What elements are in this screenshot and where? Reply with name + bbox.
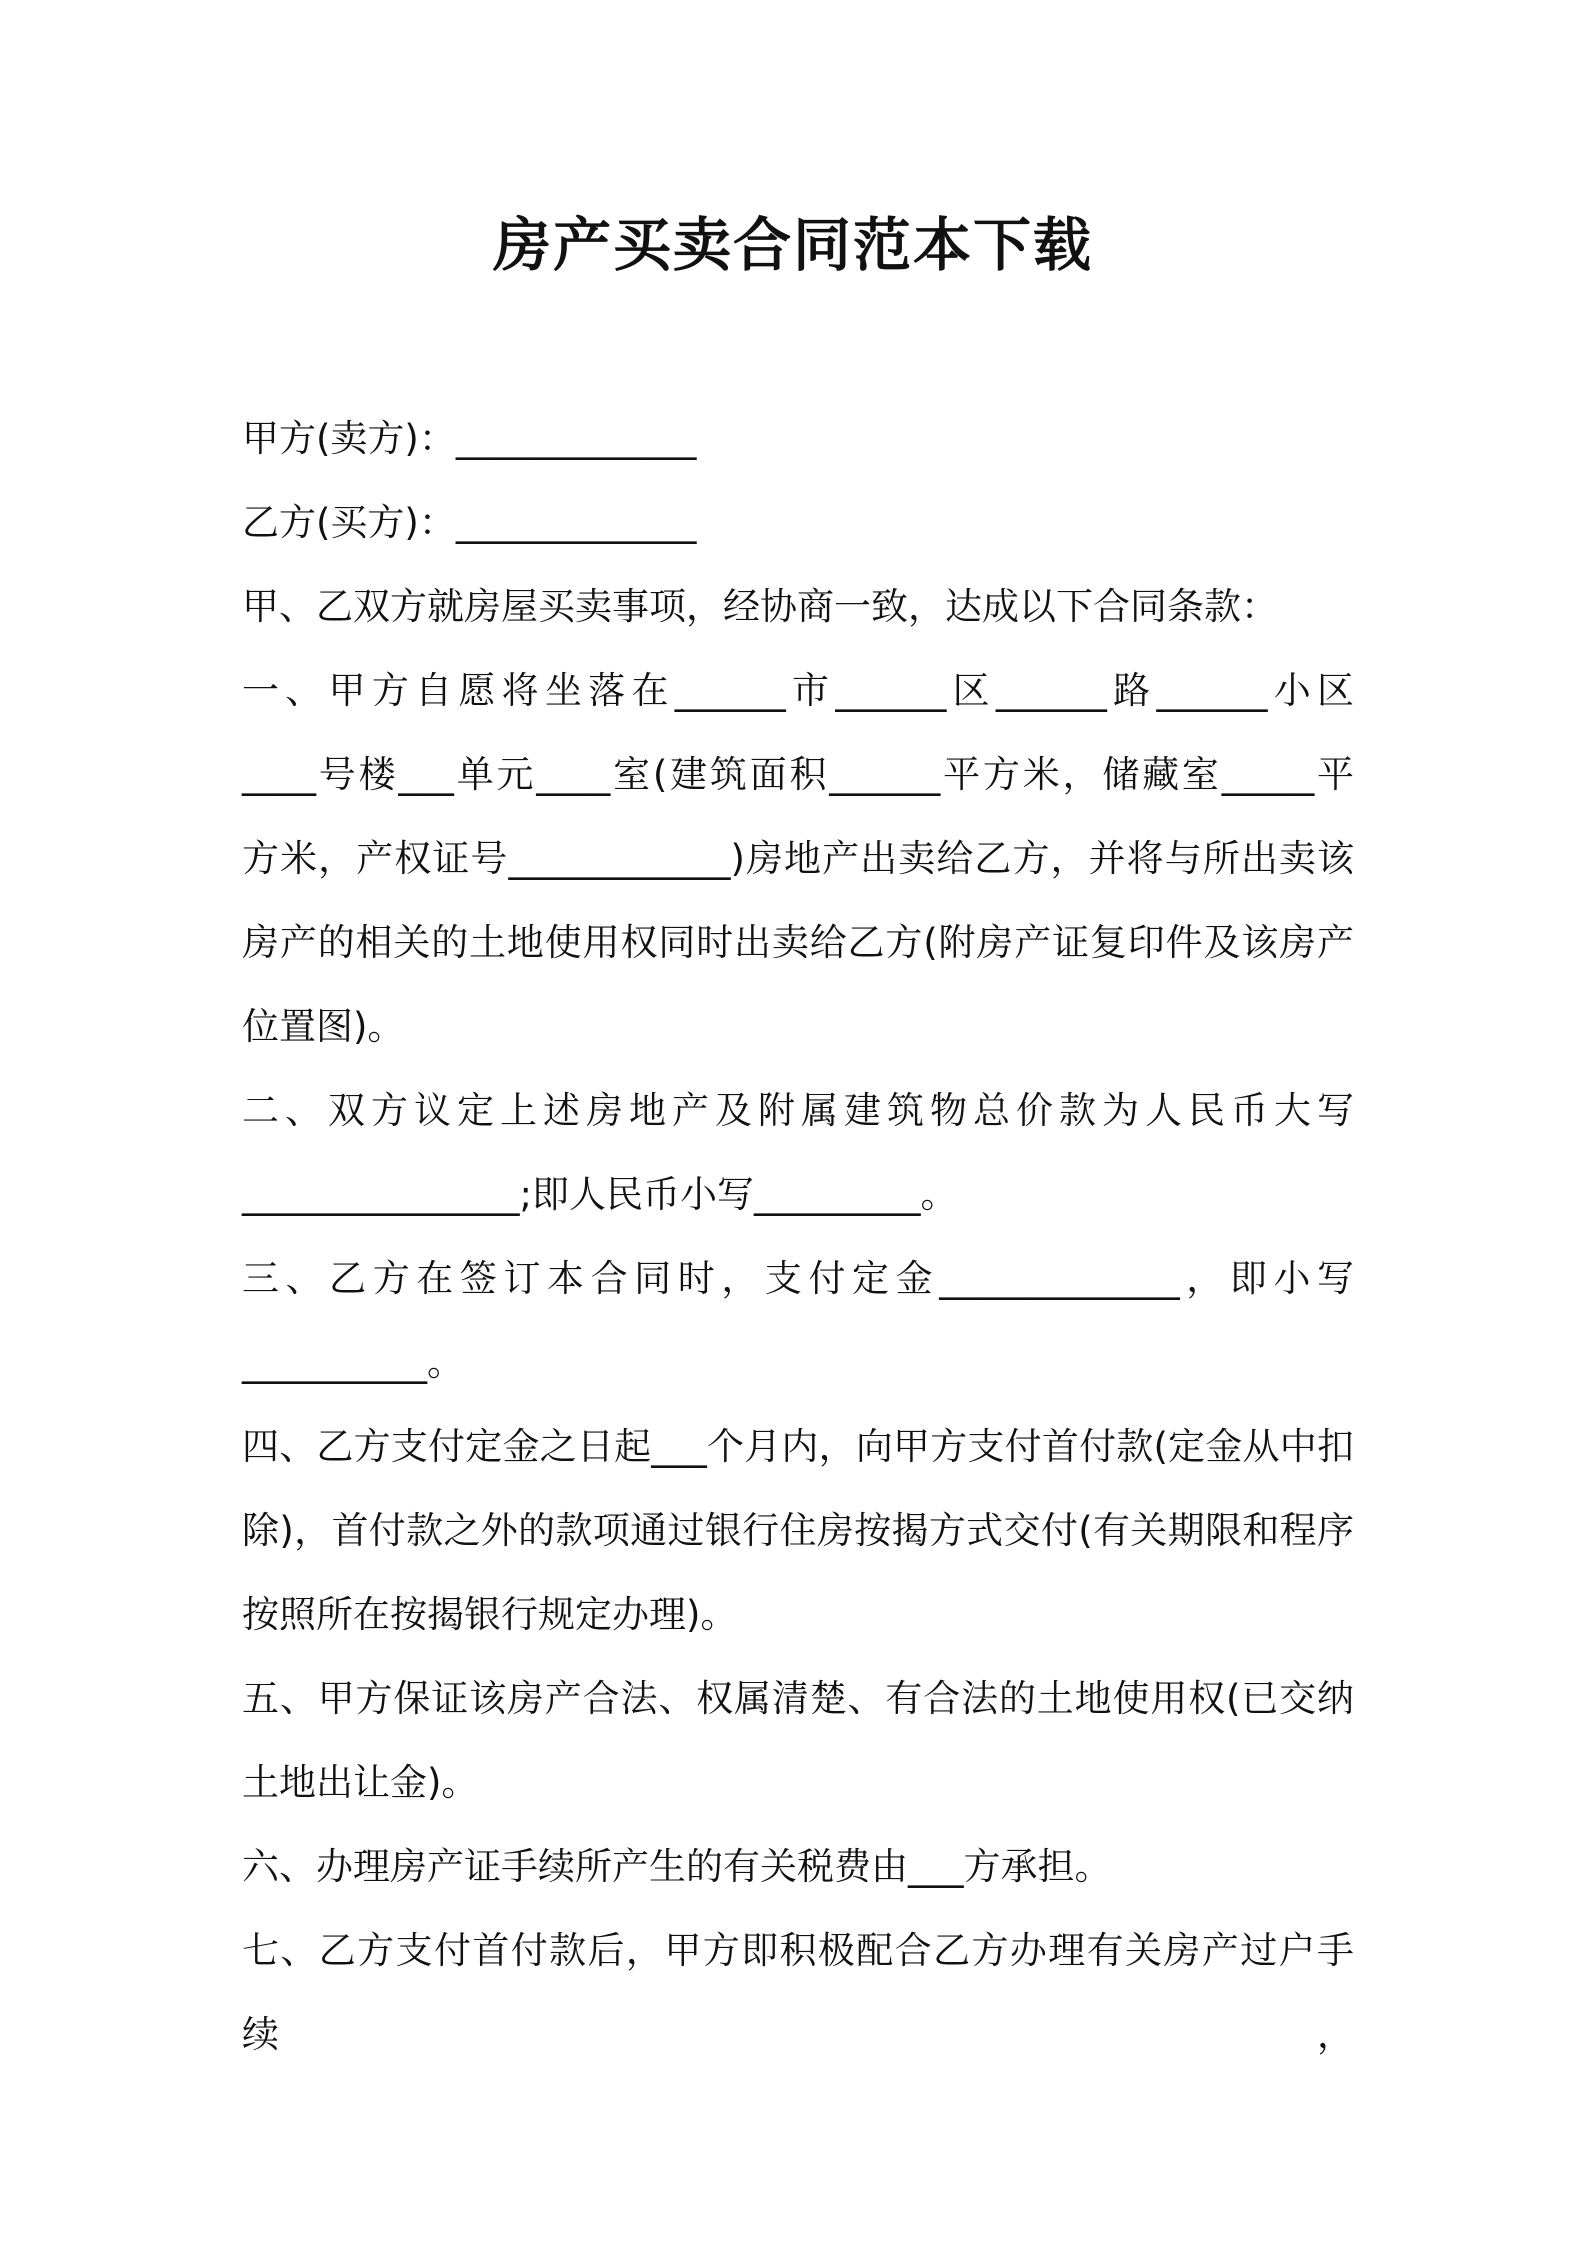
clause-4-line-2: 除)，首付款之外的款项通过银行住房按揭方式交付(有关期限和程序 (242, 1509, 1354, 1552)
clause-3-line-2: __________。 (242, 1341, 464, 1384)
clause-4-line-3: 按照所在按揭银行规定办理)。 (242, 1593, 738, 1636)
contract-body (242, 397, 1354, 2056)
party-b-line: 乙方(买方)：_____________ (242, 501, 697, 544)
clause-1-line-2: ____号楼___单元____室(建筑面积______平方米，储藏室_____平 (242, 753, 1354, 796)
clause-6-line-1: 六、办理房产证手续所产生的有关税费由___方承担。 (242, 1845, 1112, 1888)
clause-7-line-1: 七、乙方支付首付款后，甲方即积极配合乙方办理有关房产过户手续， (242, 1929, 1354, 2056)
clause-4-line-1: 四、乙方支付定金之日起___个月内，向甲方支付首付款(定金从中扣 (242, 1425, 1354, 1468)
clause-1-line-1: 一、甲方自愿将坐落在______市______区______路______小区 (242, 669, 1354, 712)
document-title: 房产买卖合同范本下载 (492, 211, 1093, 279)
party-a-line: 甲方(卖方)：_____________ (242, 417, 697, 460)
preamble-line: 甲、乙双方就房屋买卖事项，经协商一致，达成以下合同条款： (242, 585, 1278, 628)
clause-5-line-1: 五、甲方保证该房产合法、权属清楚、有合法的土地使用权(已交纳 (242, 1677, 1354, 1720)
clause-1-line-5: 位置图)。 (242, 1005, 405, 1048)
clause-5-line-2: 土地出让金)。 (242, 1761, 479, 1804)
clause-1-line-4: 房产的相关的土地使用权同时出卖给乙方(附房产证复印件及该房产 (242, 921, 1354, 964)
clause-2-line-1: 二、双方议定上述房地产及附属建筑物总价款为人民币大写 (242, 1089, 1354, 1132)
clause-1-line-3: 方米，产权证号____________)房地产出卖给乙方，并将与所出卖该 (242, 837, 1354, 880)
clause-3-line-1: 三、乙方在签订本合同时，支付定金_____________，即小写 (242, 1257, 1354, 1300)
clause-2-line-2: _______________;即人民币小写_________。 (242, 1173, 958, 1216)
